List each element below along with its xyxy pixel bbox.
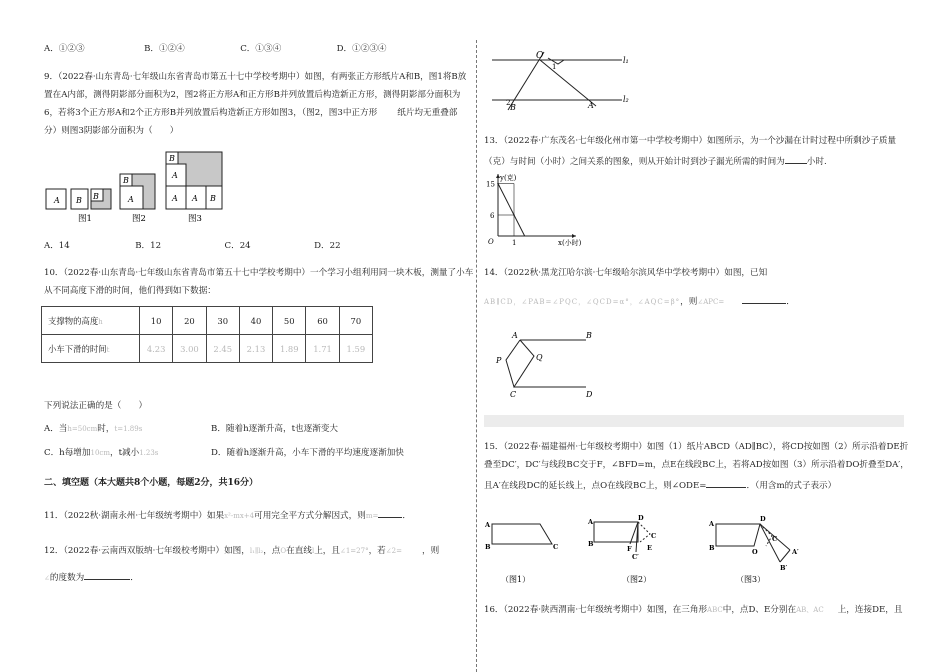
table-cell: 3.00: [173, 335, 206, 363]
q11-answer-blank[interactable]: [378, 508, 402, 518]
table-cell: 50: [273, 307, 306, 335]
q15-fig2-caption: （图2）: [622, 575, 652, 584]
y-axis-label: y(克): [500, 174, 517, 182]
q16-line-1: 16．（2022春·陕西渭南·七年级统考期中）如图，在三角形ABC中，点D、E分别在AB、AC 上，连接DE，且: [484, 605, 903, 615]
q15-fig1-label-c: C: [553, 543, 559, 551]
q9-fig1-label-a: A: [54, 196, 60, 205]
q15-fig2-label-cp: C′: [632, 553, 639, 561]
q12-fig-label-b: B: [510, 103, 516, 112]
q15-line-1: 15．（2022春·福建福州·七年级校考期中）如图（1）纸片ABCD（AD∥BC），将CD按如图（2）所示沿着DE折: [484, 442, 909, 452]
y-tick-label: 6: [490, 212, 495, 220]
q14-fig-label-b: B: [586, 331, 592, 340]
q9-fig3-caption: 图3: [188, 214, 202, 224]
q12-line-1: 12．（2022春·云南西双版纳·七年级校考期中）如图，l₁∥l₂，点O在直线l上，且∠1=27°，若∠2= ，则: [44, 546, 440, 556]
q15-line-3: 且A′在线段DC的延长线上，点O在线段BC上，则∠ODE= ．（用含m的式子表示）: [484, 478, 836, 492]
table-row: [42, 307, 373, 335]
origin-label: O: [488, 238, 494, 246]
q9-line-4: 分）则图3阴影部分面积为（ ）: [44, 126, 179, 136]
q9-options: [44, 241, 341, 252]
q9-line-3-tail: 纸片均无重叠部: [397, 108, 458, 118]
q10-option-d: D．随着h逐渐升高，小车下滑的平均速度逐渐加快: [211, 448, 404, 458]
q9-fig1-label-b1: B: [76, 196, 82, 205]
q15-fig1-label-b: B: [485, 543, 491, 551]
gray-separator-band: [484, 415, 904, 427]
q15-fig3-caption: （图3）: [736, 575, 766, 584]
table-cell: 小车下滑的时间t: [42, 335, 140, 363]
q9-line-1: 9．（2022春·山东青岛·七年级山东省青岛市第五十七中学校考期中）如图，有两张正方形纸片A和B，图1将B放: [44, 72, 467, 82]
table-cell: 60: [306, 307, 339, 335]
q12-fig-label-o: O: [536, 51, 544, 61]
table-cell: 1.71: [306, 335, 339, 363]
q14-fig-label-d: D: [586, 390, 593, 399]
q9-fig2-caption: 图2: [132, 214, 146, 224]
q14-fig-label-a: A: [512, 331, 518, 340]
table-cell: 40: [239, 307, 272, 335]
q15-fig3-label-o: O: [752, 548, 758, 556]
q14-fig-label-p: P: [496, 356, 502, 365]
q15-fig3-label-bp: B′: [780, 564, 788, 572]
series-line: [498, 184, 525, 237]
q10-option-a: A．当h=50cm时，t=1.89s: [44, 424, 143, 434]
q9-fig3-label-a2: A: [172, 194, 178, 203]
table-cell: 1.59: [339, 335, 372, 363]
q12-fig-label-1: 1: [552, 63, 557, 71]
q9-option-d: D．22: [314, 241, 341, 251]
q13-answer-blank[interactable]: [785, 154, 807, 164]
q9-fig3-label-a3: A: [192, 194, 198, 203]
q15-line-2: 叠至DC′，DC′与线段BC交于F，∠BFD=m，点E在线段BC上，若将AD按如图（3）所示沿着DO折叠至DA′，: [484, 460, 909, 470]
q9-fig1-label-b2: B: [93, 192, 99, 201]
q14-answer-blank[interactable]: [742, 294, 786, 304]
q12-fig-label-a: A: [588, 101, 594, 110]
q10-option-b: B．随着h逐渐升高，t也逐渐变大: [211, 424, 339, 434]
q9-figure: [44, 150, 244, 230]
q10-line-2: 从不同高度下滑的时间，他们得到如下数据：: [44, 286, 216, 296]
q15-fig2-label-b: B: [588, 540, 594, 548]
q13-line-1: 13．（2022春·广东茂名·七年级化州市第一中学校考期中）如图所示，为一个沙漏在计时过程中所剩沙子质量: [484, 136, 897, 146]
q9-line-3: [44, 108, 457, 119]
table-cell: 4.23: [140, 335, 173, 363]
x-axis-arrow: [572, 234, 576, 238]
q9-option-c: C．24: [224, 241, 251, 251]
q15-figures: [484, 508, 824, 590]
table-cell: 2.45: [206, 335, 239, 363]
column-divider: [476, 40, 477, 672]
q10-option-c: C．h每增加10cm，t减小1.23s: [44, 448, 159, 458]
q10-question: 下列说法正确的是（ ）: [44, 401, 148, 411]
q8-options: [44, 44, 387, 55]
q10-line-1: 10．（2022春·山东青岛·七年级山东省青岛市第五十七中学校考期中）一个学习小组利用同一块木板，测量了小车: [44, 268, 474, 278]
q15-fig2-label-d: D: [638, 514, 644, 522]
q15-answer-blank[interactable]: [706, 478, 746, 488]
q12-answer-blank[interactable]: [84, 570, 130, 580]
q12-fig-label-l1: l₁: [623, 56, 629, 65]
q14-line-2: AB∥CD，∠PAB=∠PQC，∠QCD=α°，∠AQC=β°，则∠APC= ．: [484, 294, 795, 308]
q8-option-b: B．①②④: [144, 44, 185, 54]
q15-fig1-caption: （图1）: [501, 575, 531, 584]
q15-fig2-label-e: E: [647, 544, 652, 552]
q15-fig3-label-c: C: [772, 535, 778, 543]
q9-option-b: B．12: [135, 241, 162, 251]
q9-option-a: A．14: [44, 241, 70, 251]
table-cell: 20: [173, 307, 206, 335]
q8-option-c: C．①③④: [240, 44, 282, 54]
table-cell: 支撑物的高度h: [42, 307, 140, 335]
q15-fig2-label-c: C: [651, 532, 657, 540]
q9-line-2: 置在A内部，测得阴影部分面积为2，图2将正方形A和正方形B并列放置后构造新正方形，测得阴影部分面积为: [44, 90, 461, 100]
q13-line-2: （克）与时间（小时）之间关系的图象，则从开始计时到沙子漏光所需的时间为 小时.: [484, 154, 827, 168]
table-cell: 70: [339, 307, 372, 335]
q13-chart: [484, 172, 584, 248]
q14-line-1: 14．（2022秋·黑龙江哈尔滨·七年级哈尔滨风华中学校考期中）如图，已知: [484, 268, 768, 278]
q9-fig2-label-b: B: [123, 176, 129, 185]
q14-fig-label-c: C: [510, 390, 517, 399]
q8-option-d: D．①②③④: [336, 44, 387, 54]
q12-fig-label-l2: l₂: [623, 95, 629, 104]
q15-fig3-label-b: B: [709, 544, 715, 552]
data-point: [497, 183, 499, 185]
q12-fig-label-2: 2: [506, 99, 511, 107]
q8-option-a: A．①②③: [44, 44, 85, 54]
q14-fig-label-q: Q: [536, 353, 543, 362]
q9-fig3-label-a1: A: [172, 171, 178, 180]
q11-line: 11．（2022秋·湖南永州·七年级统考期中）如果x²-mx+4可用完全平方式分解因式，则m= ．: [44, 508, 411, 522]
q15-fig3-label-ap: A′: [792, 548, 799, 556]
q15-fig3-label-d: D: [760, 515, 766, 523]
table-row: [42, 335, 373, 363]
q9-fig2-label-a: A: [128, 195, 134, 204]
q9-fig3-label-b2: B: [210, 194, 216, 203]
q15-fig1-label-a: A: [485, 521, 491, 529]
data-point: [513, 214, 515, 216]
q12-line-2: ∠的度数为 ．: [44, 570, 139, 584]
q14-figure: [486, 330, 596, 400]
q10-data-table: [41, 306, 373, 363]
q12-figure: [492, 48, 632, 118]
y-tick-label: 15: [486, 180, 495, 189]
q9-fig1-caption: 图1: [78, 214, 92, 224]
q15-fig2-label-a: A: [588, 518, 594, 526]
table-cell: 1.89: [273, 335, 306, 363]
section-fill-blank-heading: 二、填空题（本大题共8个小题，每题2分，共16分）: [44, 478, 259, 488]
table-cell: 30: [206, 307, 239, 335]
x-axis-label: x(小时): [558, 239, 582, 247]
q15-fig2-label-f: F: [627, 545, 632, 553]
x-tick-label: 1: [512, 239, 517, 247]
table-cell: 10: [140, 307, 173, 335]
table-cell: 2.13: [239, 335, 272, 363]
q9-line-3-text: 6，若将3个正方形A和2个正方形B并列放置后构造新正方形如图3，（图2，图3中正方形: [44, 108, 378, 118]
q15-fig3-label-a: A: [709, 520, 715, 528]
q9-fig3-label-b1: B: [169, 154, 175, 163]
